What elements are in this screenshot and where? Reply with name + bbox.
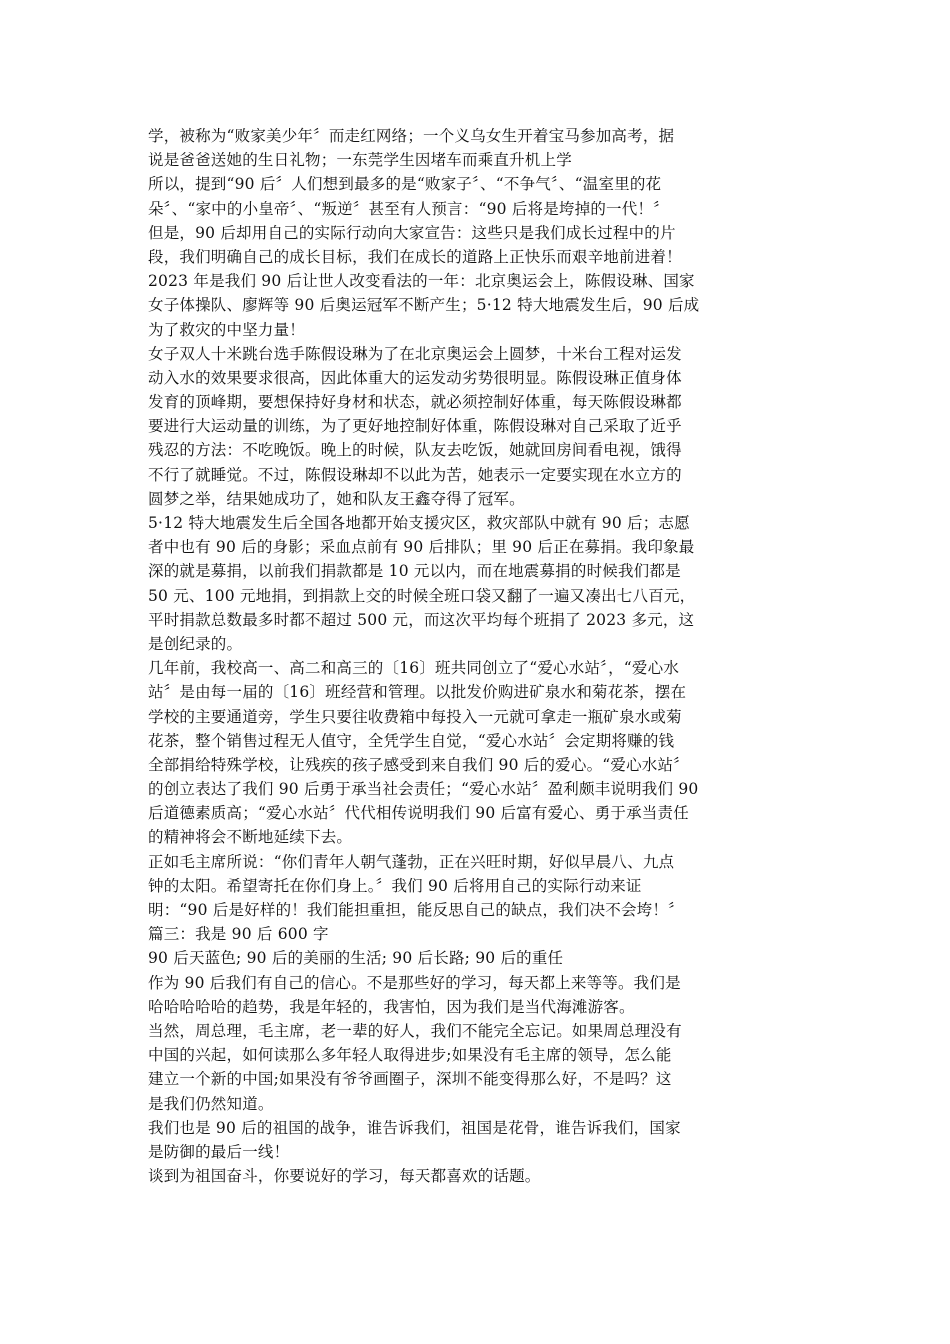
text-line: 发育的顶峰期，要想保持好身材和状态，就必须控制好体重，每天陈假设琳都 [148, 393, 682, 412]
text-line: 建立一个新的中国;如果没有爷爷画圈子，深圳不能变得那么好，不是吗？这 [148, 1070, 672, 1089]
text-line: 是创纪录的。 [148, 634, 243, 653]
text-line: 动入水的效果要求很高，因此体重大的运发动劣势很明显。陈假设琳正值身体 [148, 368, 682, 387]
text-line: 所以，提到“90 后〞人们想到最多的是“败家子〞、“不争气〞、“温室里的花 [148, 175, 662, 194]
text-line: 学，被称为“败家美少年〞而走红网络；一个义乌女生开着宝马参加高考，据 [148, 127, 675, 145]
text-line: 的创立表达了我们 90 后勇于承当社会责任；“爱心水站〞盈利颇丰说明我们 90 [148, 780, 699, 799]
text-line: 深的就是募捐，以前我们捐款都是 10 元以内，而在地震募捐的时候我们都是 [148, 562, 681, 581]
text-line: 女子双人十米跳台选手陈假设琳为了在北京奥运会上圆梦，十米台工程对运发 [148, 344, 682, 363]
text-line: 花茶，整个销售过程无人值守，全凭学生自觉，“爱心水站〞会定期将赚的钱 [148, 731, 675, 750]
text-line: 5·12 特大地震发生后全国各地都开始支援灾区，救灾部队中就有 90 后；志愿 [148, 514, 690, 532]
document-body [148, 124, 808, 1188]
text-line: 者中也有 90 后的身影；采血点前有 90 后排队；里 90 后正在募捐。我印象最 [148, 538, 695, 557]
text-line: 90 后天蓝色; 90 后的美丽的生活; 90 后长路; 90 后的重任 [148, 949, 564, 968]
text-line: 当然，周总理，毛主席，老一辈的好人，我们不能完全忘记。如果周总理没有 [148, 1021, 682, 1040]
text-line: 平时捐款总数最多时都不超过 500 元，而这次平均每个班捐了 2023 多元，这 [148, 610, 695, 629]
text-line: 2023 年是我们 90 后让世人改变看法的一年：北京奥运会上，陈假设琳、国家 [148, 272, 695, 291]
text-line: 我们也是 90 后的祖国的战争，谁告诉我们，祖国是花骨，谁告诉我们，国家 [148, 1118, 681, 1137]
text-line: 明：“90 后是好样的！我们能担重担，能反思自己的缺点，我们决不会垮！〞 [148, 901, 684, 919]
text-line: 圆梦之举，结果她成功了，她和队友王鑫夺得了冠军。 [148, 489, 525, 508]
text-line: 作为 90 后我们有自己的信心。不是那些好的学习，每天都上来等等。我们是 [148, 973, 681, 992]
text-line: 要进行大运动量的训练，为了更好地控制好体重，陈假设琳对自己采取了近乎 [148, 417, 682, 436]
text-line: 女子体操队、廖辉等 90 后奥运冠军不断产生；5·12 特大地震发生后，90 后成 [148, 296, 700, 315]
text-line: 但是，90 后却用自己的实际行动向大家宣告：这些只是我们成长过程中的片 [148, 223, 676, 242]
text-line: 段，我们明确自己的成长目标，我们在成长的道路上正快乐而艰辛地前进着！ [148, 247, 682, 266]
text-line: 全部捐给特殊学校，让残疾的孩子感受到来自我们 90 后的爱心。“爱心水站〞 [148, 755, 689, 774]
text-line: 是防御的最后一线！ [148, 1142, 290, 1161]
text-line: 的精神将会不断地延续下去。 [148, 828, 353, 847]
text-line: 学校的主要通道旁，学生只要往收费箱中每投入一元就可拿走一瓶矿泉水或菊 [148, 707, 682, 726]
text-line: 说是爸爸送她的生日礼物；一东莞学生因堵车而乘直升机上学 [148, 151, 572, 170]
text-line: 站〞是由每一届的〔16〕班经营和管理。以批发价购进矿泉水和菊花茶，摆在 [148, 683, 687, 702]
text-line: 后道德素质高；“爱心水站〞代代相传说明我们 90 后富有爱心、勇于承当责任 [148, 804, 689, 823]
text-line: 正如毛主席所说：“你们青年人朝气蓬勃，正在兴旺时期，好似早晨八、九点 [148, 852, 675, 871]
text-line: 不行了就睡觉。不过，陈假设琳却不以此为苦，她表示一定要实现在水立方的 [148, 465, 682, 484]
text-line: 几年前，我校高一、高二和高三的〔16〕班共同创立了“爱心水站〞，“爱心水 [148, 659, 680, 678]
text-line: 残忍的方法：不吃晚饭。晚上的时候，队友去吃饭，她就回房间看电视，饿得 [148, 441, 682, 460]
text-line: 中国的兴起，如何读那么多年轻人取得进步;如果没有毛主席的领导，怎么能 [148, 1046, 672, 1065]
text-line: 哈哈哈哈哈的趋势，我是年轻的，我害怕，因为我们是当代海滩游客。 [148, 997, 635, 1016]
text-line: 朵〞、“家中的小皇帝〞、“叛逆〞甚至有人预言：“90 后将是垮掉的一代！〞 [148, 199, 669, 218]
text-line: 是我们仍然知道。 [148, 1094, 274, 1113]
text-line: 50 元、100 元地捐，到捐款上交的时候全班口袋又翻了一遍又凑出七八百元， [148, 586, 696, 605]
text-line: 谈到为祖国奋斗，你要说好的学习，每天都喜欢的话题。 [148, 1167, 541, 1186]
text-line: 为了救灾的中坚力量！ [148, 320, 306, 339]
text-line: 钟的太阳。希望寄托在你们身上。〞我们 90 后将用自己的实际行动来证 [148, 876, 642, 895]
text-line: 篇三：我是 90 后 600 字 [148, 925, 329, 944]
